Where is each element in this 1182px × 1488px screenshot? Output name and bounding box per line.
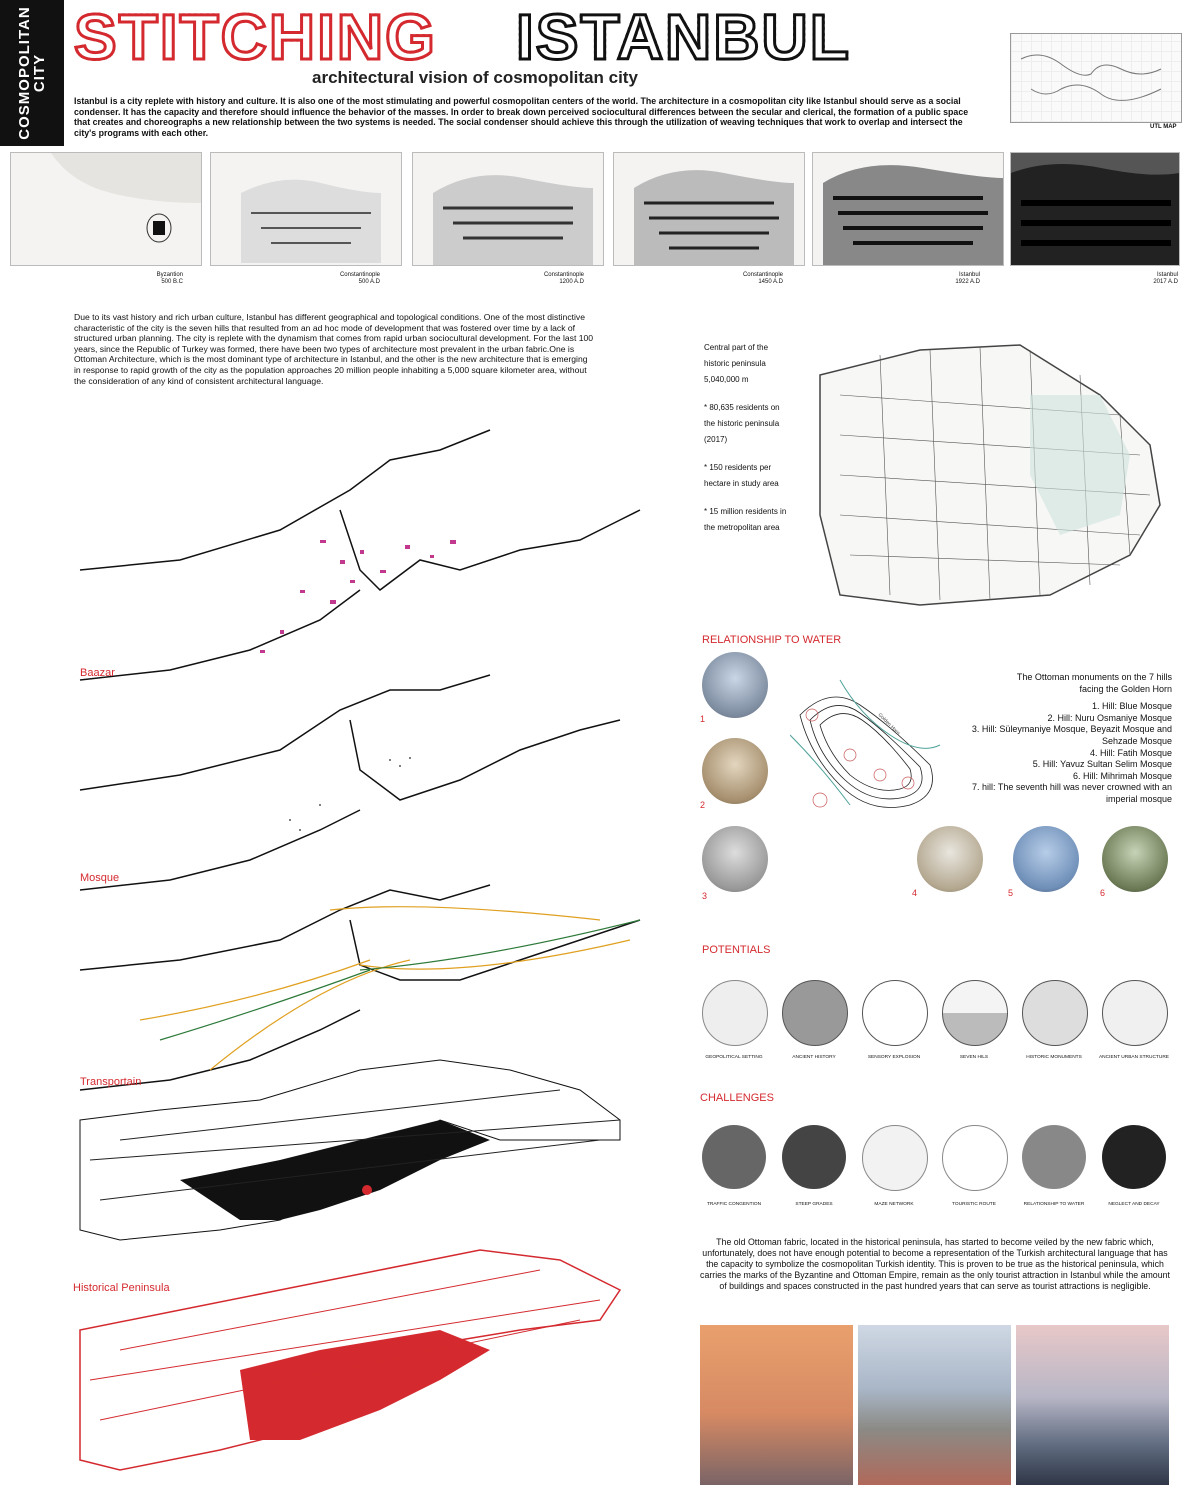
hills-list: The Ottoman monuments on the 7 hills facing the Golden Horn 1. Hill: Blue Mosque 2. Hill: Nuru Osmaniye Mosque 3. Hill: Süleymaniye Mosque, Beyazit Mosque and Sehzade Mosque 4. Hill: Fatih Mosque 5. Hill: Yavuz Sultan Selim Mosque 6. Hill: Mihrimah Mosque 7. hill: The seventh hill was never crowned with an imperial mosque <box>971 672 1172 804</box>
skyline-photo-1 <box>700 1325 853 1485</box>
label-mosque: Mosque <box>80 872 120 884</box>
potential-icon-5 <box>1022 980 1088 1046</box>
skyline-photo-2 <box>858 1325 1011 1485</box>
potentials-heading: POTENTIALS <box>702 944 771 956</box>
title-istanbul: ISTANBUL <box>516 1 851 73</box>
potential-icon-3 <box>862 980 928 1046</box>
potential-icon-1 <box>702 980 768 1046</box>
timeline-caption-4: Constantinople 1450 A.D <box>742 272 783 285</box>
body-paragraph: Due to its vast history and rich urban culture, Istanbul has different geographical and topological conditions. One of the most distinctive characteristic of the city is the seven hills that resulted from an ad hoc mode of development that was fostered over time by a lack of structured urban planning. The city is replete with the dynamism that comes from rapid urban sociocultural development. For the last 100 years, since the Republic of Turkey was formed, there have been two types of architecture most prevalent in the urban fabric.One is Ottoman Architecture, which is the most dominant type of architecture in Istanbul, and the other is the new architecture that is emerging in response to rapid growth of the city as the population approaches 20 million people inhabiting a 5,000 square kilometer area, without the consideration of any kind of consistent architectural language. <box>74 312 594 386</box>
label-historical: Historical Peninsula <box>73 1282 170 1294</box>
challenge-caption-5: RELATIONSHIP TO WATER <box>1023 1202 1085 1207</box>
title-stitching: STITCHING <box>74 1 437 73</box>
potential-icon-6 <box>1102 980 1168 1046</box>
potential-caption-6: ANCIENT URBAN STRUCTURE <box>1098 1055 1169 1060</box>
timeline-caption-3: Constantinople 1200 A.D <box>543 272 584 285</box>
challenge-caption-3: MAZE NETWORK <box>874 1202 914 1207</box>
challenge-caption-1: TRAFFIC CONGENTION <box>706 1202 762 1207</box>
peninsula-stats: Central part of the historic peninsula 5,040,000 m * 80,635 residents on the historic peninsula (2017) * 150 residents per hectare in study area * 15 million residents in the metropolitan area <box>704 343 787 532</box>
utl-map-caption: UTL MAP <box>1150 124 1177 130</box>
challenge-caption-4: TOURISTIC ROUTE <box>952 1202 996 1207</box>
challenges-heading: CHALLENGES <box>700 1092 774 1104</box>
skyline-photo-3 <box>1016 1325 1169 1485</box>
potential-caption-4: SEVEN HILS <box>959 1055 989 1060</box>
timeline-map-4 <box>613 152 805 266</box>
peninsula-map <box>800 335 1170 615</box>
cosmopolitan-city-band <box>0 0 64 146</box>
mosque-photo-3 <box>702 826 768 892</box>
label-transport: Transportain <box>80 1076 142 1088</box>
timeline-caption-2: Constantinople 500 A.D <box>339 272 380 285</box>
intro-paragraph: Istanbul is a city replete with history and culture. It is also one of the most stimulating and powerful cosmopolitan centers of the world. The architecture in a cosmopolitan city like Istanbul should serve as a social condenser. It has the capacity and therefore should influence the behavior of the masses. In order to break down perceived sociocultural differences between the secular and clerical, the formation of a public space that creates and choreographs a new relationship between the two systems is needed. The social condenser should achieve this through the utilization of weaving techniques that work to overlap and intersect the city's programs with each other. <box>74 96 969 138</box>
challenge-icon-6 <box>1102 1125 1166 1189</box>
golden-horn-label: Golden Horn <box>876 712 901 737</box>
challenge-icon-4 <box>942 1125 1008 1191</box>
timeline-map-2 <box>210 152 402 266</box>
photo-number-6: 6 <box>1100 888 1106 898</box>
photo-number-5: 5 <box>1008 888 1014 898</box>
challenge-icon-1 <box>702 1125 766 1189</box>
mosque-photo-5 <box>1013 826 1079 892</box>
mosque-photo-6 <box>1102 826 1168 892</box>
photo-number-3: 3 <box>702 891 708 901</box>
photo-number-4: 4 <box>912 888 918 898</box>
mosque-photo-1 <box>702 652 768 718</box>
challenge-icon-2 <box>782 1125 846 1189</box>
analysis-maps <box>60 420 660 1485</box>
timeline-caption-1: Byzantion 500 B.C <box>156 272 183 285</box>
challenge-icon-5 <box>1022 1125 1086 1189</box>
potential-caption-1: GEOPOLITICAL SETTING <box>705 1055 763 1060</box>
band-text: COSMOPOLITAN CITY <box>16 6 48 140</box>
challenge-caption-6: NEGLECT AND DECAY <box>1108 1202 1160 1207</box>
challenge-caption-2: STEEP GRADES <box>795 1202 833 1207</box>
water-heading: RELATIONSHIP TO WATER <box>702 634 842 646</box>
timeline-map-5 <box>812 152 1004 266</box>
subtitle: architectural vision of cosmopolitan city <box>312 68 638 87</box>
mosque-photo-2 <box>702 738 768 804</box>
photo-number-2: 2 <box>700 800 706 810</box>
potential-caption-5: HISTORIC MONUMENTS <box>1026 1055 1082 1060</box>
challenge-icon-3 <box>862 1125 928 1191</box>
potential-icon-4 <box>942 980 1008 1046</box>
mosque-photo-4 <box>917 826 983 892</box>
timeline-caption-6: Istanbul 2017 A.D <box>1153 272 1178 285</box>
timeline-map-6 <box>1010 152 1180 266</box>
label-baazar: Baazar <box>80 667 115 679</box>
closing-paragraph: The old Ottoman fabric, located in the historical peninsula, has started to become veiled by the new fabric which, unfortunately, does not have enough potential to become a representation of the Turkish architectural language that has the capacity to symbolize the cosmopolitan Turkish identity. This is proven to be true as the historical peninsula, which carries the marks of the Byzantine and Ottoman Empire, remain as the only tourist attraction in Istanbul while the amount of buildings and spaces constructed in the past hundred years that can serve as tourist attractions is negligible. <box>700 1237 1170 1291</box>
timeline-map-3 <box>412 152 604 266</box>
timeline-caption-5: Istanbul 1922 A.D <box>955 272 980 285</box>
photo-number-1: 1 <box>700 714 706 724</box>
timeline-map-1 <box>10 152 202 266</box>
potential-caption-3: SENSORY EXPLOSION <box>867 1055 921 1060</box>
potential-caption-2: ANCIENT HISTORY <box>792 1055 836 1060</box>
potential-icon-2 <box>782 980 848 1046</box>
utl-world-map <box>1010 33 1182 123</box>
